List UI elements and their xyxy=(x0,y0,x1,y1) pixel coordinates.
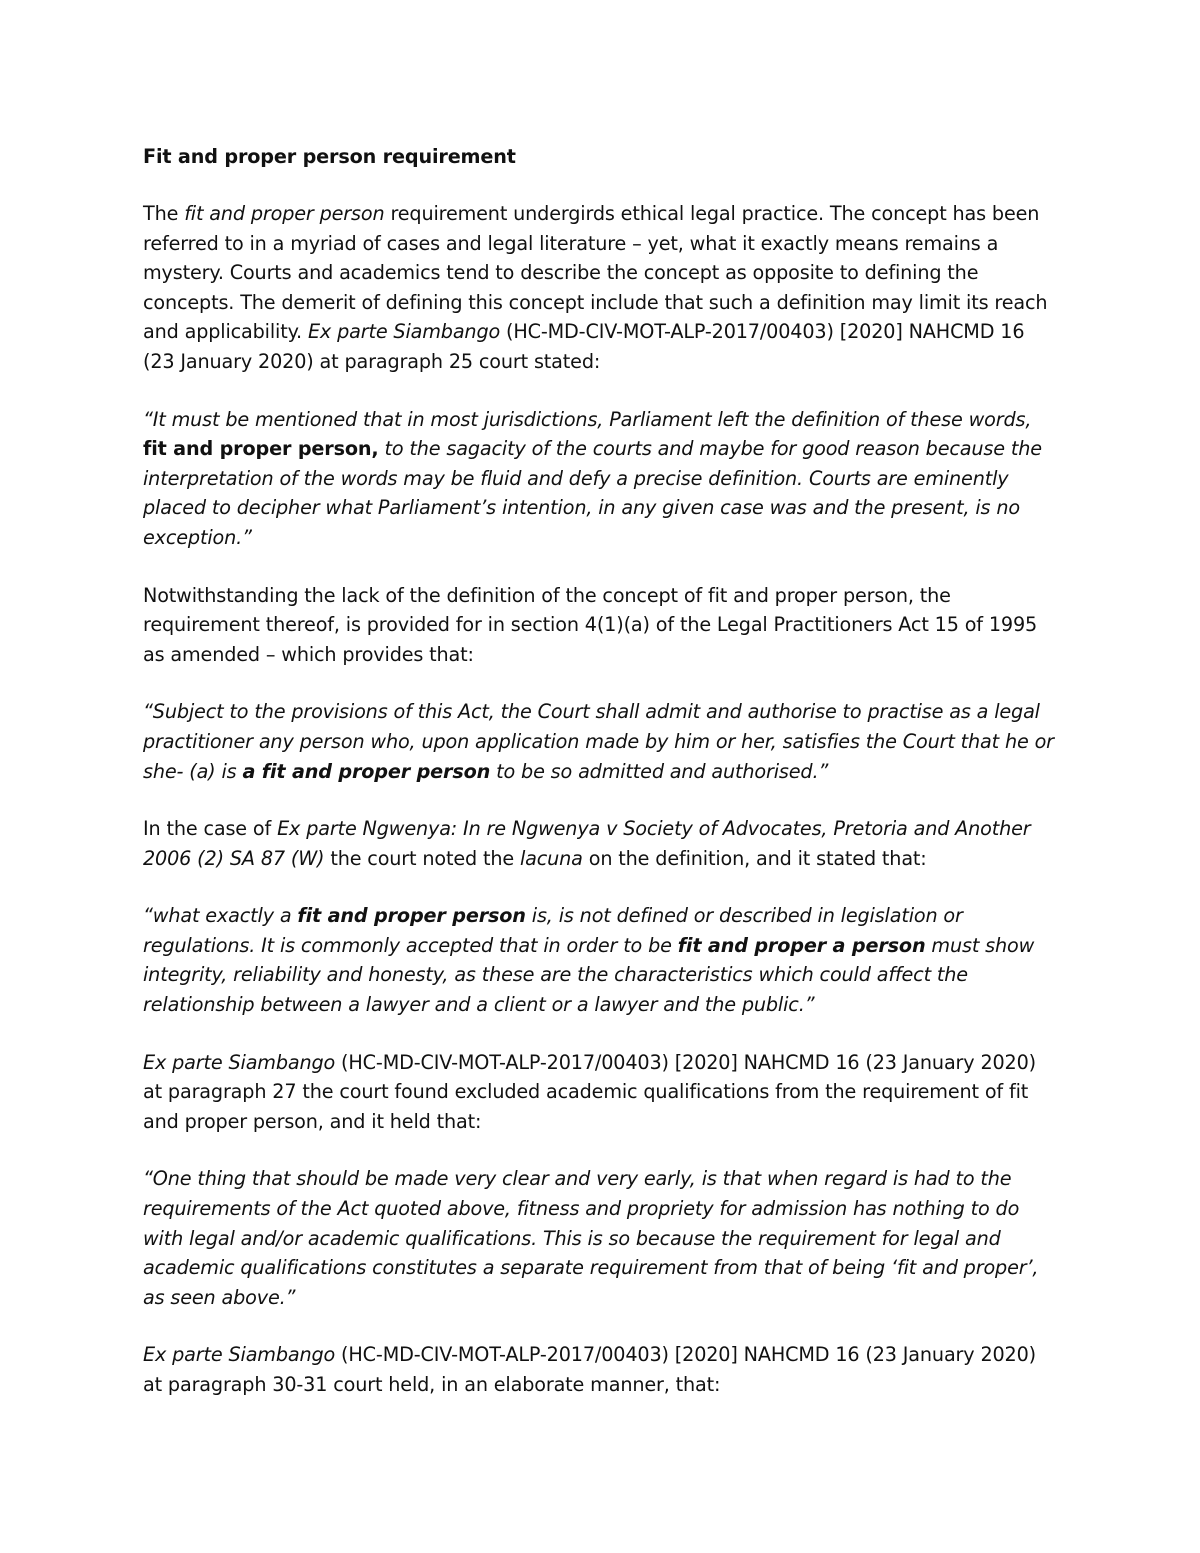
intro-paragraph: The fit and proper person requirement undergirds ethical legal practice. The concept has been referred to in a myriad of cases and legal literature – yet, what it exactly means remains a mystery. Courts and academics tend to describe the concept as opposite to defining the concepts. The demerit of defining this concept include that such a definition may limit its reach and applicability. Ex parte Siambango (HC-MD-CIV-MOT-ALP-2017/00403) [2020] NAHCMD 16 (23 January 2020) at paragraph 25 court stated: xyxy=(143,202,1048,373)
ngwenya-paragraph: In the case of Ex parte Ngwenya: In re Ngwenya v Society of Advocates, Pretoria and Another 2006 (2) SA 87 (W) the court noted the lacuna on the definition, and it stated that: xyxy=(143,817,1031,870)
quote-legal-practitioners-act: “Subject to the provisions of this Act, the Court shall admit and authorise to practise as a legal practitioner any person who, upon application made by him or her, satisfies the Court that he or she- (a) is a fit and proper person to be so admitted and authorised.” xyxy=(143,700,1054,783)
quote-siambango-para-25: “It must be mentioned that in most jurisdictions, Parliament left the definition of these words, fit and proper person, to the sagacity of the courts and maybe for good reason because the interpretation of the words may be fluid and defy a precise definition. Courts are eminently placed to decipher what Parliament’s intention, in any given case was and the present, is no exception.” xyxy=(143,407,1042,549)
legal-practitioners-act-paragraph: Notwithstanding the lack of the definition of the concept of fit and proper person, the requirement thereof, is provided for in section 4(1)(a) of the Legal Practitioners Act 15 of 1995 as amended – which provides that: xyxy=(143,583,1038,666)
siambango-para-30-31-paragraph: Ex parte Siambango (HC-MD-CIV-MOT-ALP-2017/00403) [2020] NAHCMD 16 (23 January 2020) at paragraph 30-31 court held, in an elaborate manner, that: xyxy=(143,1343,1037,1396)
quote-ngwenya: “what exactly a fit and proper person is, is not defined or described in legislation or regulations. It is commonly accepted that in order to be fit and proper a person must show integrity, reliability and honesty, as these are the characteristics which could affect the relationship between a lawyer and a client or a lawyer and the public.” xyxy=(143,904,1035,1017)
siambango-para-27-paragraph: Ex parte Siambango (HC-MD-CIV-MOT-ALP-2017/00403) [2020] NAHCMD 16 (23 January 2020) at paragraph 27 the court found excluded academic qualifications from the requirement of fit and proper person, and it held that: xyxy=(143,1050,1037,1133)
document-page xyxy=(143,142,1058,1428)
quote-siambango-para-27: “One thing that should be made very clear and very early, is that when regard is had to the requirements of the Act quoted above, fitness and propriety for admission has nothing to do with legal and/or academic qualifications. This is so because the requirement for legal and academic qualifications constitutes a separate requirement from that of being ‘fit and proper’, as seen above.” xyxy=(143,1167,1039,1309)
document-heading: Fit and proper person requirement xyxy=(143,145,516,168)
